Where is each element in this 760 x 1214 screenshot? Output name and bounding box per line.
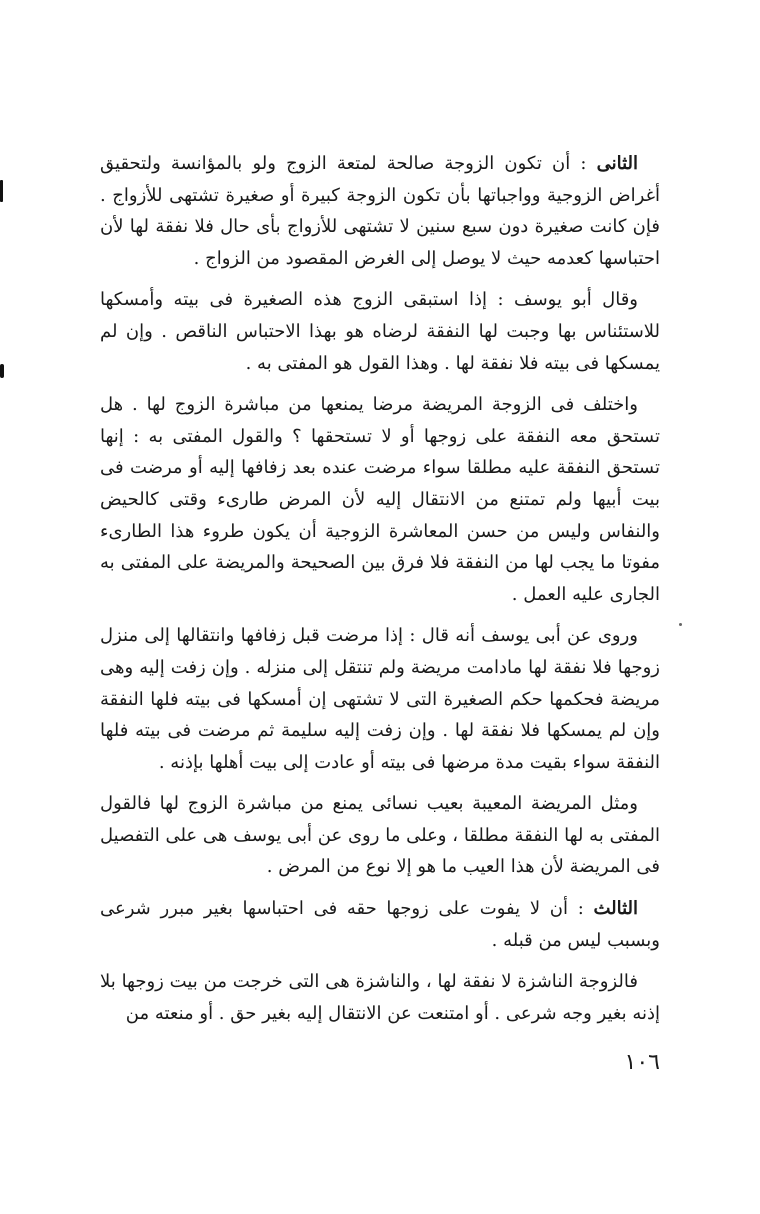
scan-speck bbox=[679, 623, 682, 626]
page-number: ١٠٦ bbox=[624, 1050, 660, 1075]
paragraph-text: : أن تكون الزوجة صالحة لمتعة الزوج ولو بالمؤانسة ولتحقيق أغراض الزوجية وواجباتها بأن تكون الزوجة كبيرة أو صغيرة تشتهى للأزواج . فإن كانت صغيرة دون سبع سنين لا تشتهى للأزواج بأى حال فلا نفقة لها لأن احتباسها كعدمه حيث لا يوصل إلى الغرض المقصود من الزواج . bbox=[100, 153, 660, 269]
paragraph bbox=[100, 966, 660, 1029]
paragraph bbox=[100, 389, 660, 610]
paragraph bbox=[100, 620, 660, 778]
scan-margin-mark bbox=[0, 364, 4, 378]
paragraph-text: ومثل المريضة المعيبة بعيب نسائى يمنع من مباشرة الزوج لها فالقول المفتى به لها النفقة مطلقا ، وعلى ما روى عن أبى يوسف هى على التفصيل فى المريضة لأن هذا العيب ما هو إلا نوع من المرض . bbox=[100, 793, 660, 878]
paragraph-heading: الثانى bbox=[596, 153, 638, 174]
paragraph bbox=[100, 284, 660, 379]
paragraph bbox=[100, 148, 660, 274]
paragraph-text: واختلف فى الزوجة المريضة مرضا يمنعها من مباشرة الزوج لها . هل تستحق معه النفقة على زوجها أو لا تستحقها ؟ والقول المفتى به : إنها تستحق النفقة عليه مطلقا سواء مرضت عنده بعد زفافها إليه أو مرضت فى بيت أبيها ولم تمتنع من الانتقال إليه لأن المرض طارىء وقتى كالحيض والنفاس وليس من حسن المعاشرة الزوجية أن يكون طروء هذا الطارىء مفوتا ما يجب لها من النفقة فلا فرق بين الصحيحة والمريضة على المفتى به الجارى عليه العمل . bbox=[100, 394, 660, 605]
paragraph-text: وروى عن أبى يوسف أنه قال : إذا مرضت قبل زفافها وانتقالها إلى منزل زوجها فلا نفقة لها مادامت مريضة ولم تنتقل إلى منزله . وإن زفت إليه وهى مريضة فحكمها حكم الصغيرة التى لا تشتهى إن أمسكها فى بيته فلها النفقة وإن لم يمسكها فلا نفقة لها . وإن زفت إليه سليمة ثم مرضت فى بيته فلها النفقة سواء بقيت مدة مرضها فى بيته أو عادت إلى بيت أهلها بإذنه . bbox=[100, 625, 660, 773]
scan-margin-mark bbox=[0, 180, 3, 202]
body-text bbox=[100, 148, 660, 1029]
paragraph-text: : أن لا يفوت على زوجها حقه فى احتباسها بغير مبرر شرعى وبسبب ليس من قبله . bbox=[100, 898, 660, 951]
paragraph bbox=[100, 788, 660, 883]
paragraph-heading: الثالث bbox=[593, 898, 638, 920]
paragraph-text: وقال أبو يوسف : إذا استبقى الزوج هذه الصغيرة فى بيته وأمسكها للاستئناس بها وجبت لها النفقة لرضاه هو بهذا الاحتباس الناقص . وإن لم يمسكها فى بيته فلا نفقة لها . وهذا القول هو المفتى به . bbox=[100, 289, 660, 374]
paragraph bbox=[100, 893, 660, 956]
paragraph-text: فالزوجة الناشزة لا نفقة لها ، والناشزة هى التى خرجت من بيت زوجها بلا إذنه بغير وجه شرعى . أو امتنعت عن الانتقال إليه بغير حق . أو منعته من bbox=[100, 971, 660, 1024]
